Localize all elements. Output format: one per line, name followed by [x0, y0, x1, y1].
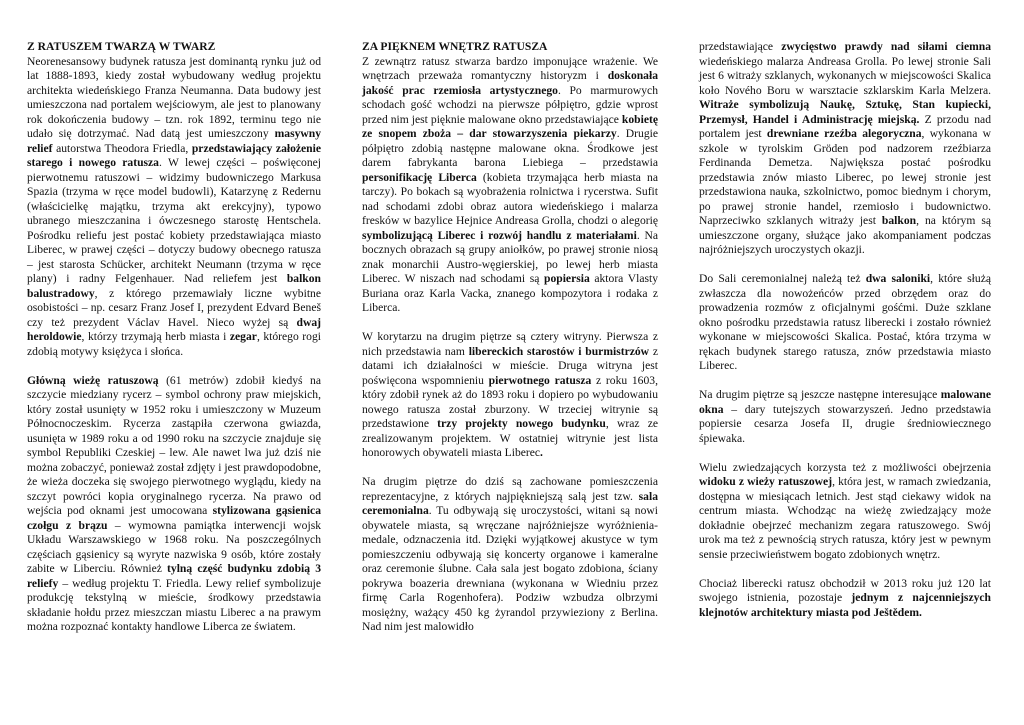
emphasized-text: widoku z wieży ratuszowej — [699, 475, 833, 488]
emphasized-text: drewniane rzeźba alegoryczna — [766, 127, 922, 140]
paragraph-painted-windows — [699, 388, 991, 446]
text-run: . Na bocznych obrazach są grupy aniołków, po prawej stronie niosą znak monarchii Austro-węgierskiej, po lewej herb miasta Liberec. W niszach nad schodami są — [362, 228, 658, 285]
text-run: Chociaż liberecki ratusz obchodził w 2013 roku już 120 lat swojego istnienia, pozostaje — [699, 576, 991, 604]
paragraph-tower-view — [699, 461, 991, 563]
paragraph-salons — [699, 272, 991, 374]
emphasized-text: popiersia — [544, 272, 590, 285]
column-left — [27, 40, 321, 635]
emphasized-text: zegar — [229, 330, 257, 343]
emphasized-text: balkon balustradowy — [27, 272, 321, 300]
emphasized-text: stylizowana gąsienica czołgu z brązu — [27, 504, 321, 532]
text-run: – według projektu T. Friedla. Lewy relief symbolizuje produkcję tekstylną w mieście, środkowy przedstawia składanie hołdu przez mieszczan miastu Liberec a na prawym można rozpoznać kontakty handlowe Liberca ze światem. — [27, 576, 321, 633]
text-run: . Po marmurowych schodach gość wchodzi na pierwsze półpiętro, gdzie wprost przed nim jest pięknie malowane okno przedstawiające — [362, 83, 658, 126]
text-run: Wielu zwiedzających korzysta też z możliwości obejrzenia — [699, 460, 991, 474]
emphasized-text: masywny relief — [27, 127, 321, 155]
text-run: Z zewnątrz ratusz stwarza bardzo imponujące wrażenie. We wnętrzach przeważa romantyczny historyzm i — [362, 54, 658, 82]
text-run: , z którego przemawiały liczne wybitne osobistości – np. cesarz Franz Josef I, prezydent Edvard Beneš czy też prezydent Václav Havel. Nieco wyżej są — [27, 286, 321, 329]
emphasized-text: kobietę ze snopem zboża – dar stowarzyszenia piekarzy — [362, 112, 658, 140]
text-run: – dary tutejszych stowarzyszeń. Jedno przedstawia popiersie cesarza Josefa II, drugie średniowiecznego śpiewaka. — [699, 402, 991, 445]
column-right — [699, 40, 991, 620]
section-heading-town-hall-face: Z RATUSZEM TWARZĄ W TWARZ — [27, 40, 216, 53]
emphasized-text: dwaj heroldowie — [27, 315, 321, 343]
text-run: Neorenesansowy budynek ratusza jest dominantą rynku już od lat 1888-1893, kiedy został wybudowany według projektu architekta wiedeńskiego Franza Neumanna. Data budowy jest umieszczona nad portalem wejściowym, ale jest to planowany rok dokończenia budowy – tzn. rok 1892, terminu tego nie udało się dotrzymać. Nad datą jest umieszczony — [27, 54, 321, 140]
emphasized-text: personifikację Liberca — [362, 170, 477, 184]
paragraph-corridor-showcases — [362, 330, 658, 461]
emphasized-text: przedstawiający założenie starego i nowego ratusza — [27, 141, 321, 169]
paragraph-facade-relief — [27, 55, 321, 360]
text-run: , którego rogi zdobią motywy księżyca i słońca. — [27, 330, 321, 358]
paragraph-main-tower — [27, 374, 321, 635]
text-run: , na którym są umieszczone organy, służące jako akompaniament podczas najróżniejszych uroczystych okazji. — [699, 214, 991, 256]
emphasized-text: doskonała jakość prac rzemiosła artystycznego — [362, 69, 658, 97]
text-run: , wraz ze zrealizowanym projektem. W ostatniej witrynie jest lista honorowych obywateli miasta Liberec — [362, 417, 659, 459]
text-run: z datami ich działalności w mieście. Druga witryna jest poświęcona wspomnieniu — [362, 344, 658, 387]
text-run: , które służą zwłaszcza dla nowożeńców przed obrzędem oraz do prowadzenia rozmów z oficjalnymi gośćmi. Duże szklane okno pośrodku przedstawia ratusz liberecki i zostało również wykonane w miejscowości Skalica. Postać, która trzyma w rękach budynek starego ratusza, znów przedstawia miasto Liberec. — [699, 272, 991, 372]
emphasized-text: malowane okna — [699, 388, 991, 416]
paragraph-stained-glass — [699, 40, 991, 258]
paragraph-conclusion — [699, 577, 991, 621]
text-run: przedstawiające — [699, 40, 782, 53]
text-run: Do Sali ceremonialnej należą też — [699, 272, 866, 285]
text-run: W korytarzu na drugim piętrze są cztery witryny. Pierwsza z nich przedstawia nam — [362, 330, 658, 358]
emphasized-text: libereckich starostów i burmistrzów — [468, 344, 650, 358]
emphasized-text: zwycięstwo prawdy nad siłami ciemna — [781, 40, 992, 53]
emphasized-text: symbolizującą Liberec i rozwój handlu z materiałami — [362, 228, 637, 242]
emphasized-text: tylną część budynku zdobią 3 reliefy — [27, 562, 322, 590]
emphasized-text: . — [540, 446, 543, 459]
text-run: . Drugie półpiętro zdobią następne malowane okna. Środkowe jest darem fabrykanta barona Liebiega – przedstawia — [362, 127, 658, 169]
text-run: . W lewej części – poświęconej pierwotnemu ratuszowi – widzimy budowniczego Markusa Spazia (trzyma w ręce model budowli), Katarzynę z Redernu (właścicielkę majątku, trzyma akt erekcyjny), typowo ubranego mieszczanina i ówczesnego starostę Hentschela. Pośrodku reliefu jest postać kobiety przedstawiająca miasto Liberec, w prawej części – dotyczy budowy obecnego ratusza – jest starosta Schücker, architekt Neumann (trzyma w ręce plany) i radny Felgenhauer. Nad reliefem jest — [27, 156, 321, 285]
emphasized-text: trzy projekty nowego budynku — [437, 417, 606, 430]
emphasized-text: Główną wieżę ratuszową — [27, 373, 159, 387]
text-run: autorstwa Theodora Friedla, — [52, 141, 192, 155]
text-run: (61 metrów) zdobił kiedyś na szczycie miedziany rycerz – symbol ochrony praw miejskich, który został usunięty w 1952 roku i umieszczony w Muzeum Północnoczeskim. Rycerza zastąpiła czerwona gwiazda, usunięta w 1989 roku a od 1990 roku na szczycie znajduje się symbol Republiki Czeskiej – lew. Ale nawet lwa już dziś nie można zobaczyć, ponieważ został zdjęty i jest prawdopodobne, że wieża doczeka się swojego pierwotnego wyglądu, kiedy na szczyt powróci kopia oryginalnego rycerza. Na prawo od wejścia pod oknami jest umocowana — [27, 373, 321, 517]
text-run: Z przodu nad portalem jest — [699, 112, 991, 140]
emphasized-text: jednym z najcenniejszych klejnotów architektury miasta pod Ještědem. — [699, 591, 991, 619]
paragraph-staircase-windows — [362, 55, 658, 316]
text-run: wiedeńskiego malarza Andreasa Grolla. Po lewej stronie Sali jest 6 witraży szklanych, wykonanych w miejscowości Skalica koło Nového Boru w warsztacie szklarskim Karla Melzera. — [699, 54, 991, 97]
text-run: , którzy trzymają herb miasta i — [81, 330, 230, 343]
section-heading-interiors: ZA PIĘKNEM WNĘTRZ RATUSZA — [362, 40, 548, 53]
emphasized-text: Witraże symbolizują Naukę, Sztukę, Stan kupiecki, Przemysł, Handel i Administrację miejską. — [699, 98, 991, 126]
emphasized-text: dwa saloniki — [865, 272, 931, 285]
text-run: z roku 1603, który zdobił rynek aż do 1893 roku i dopiero po wybudowaniu nowego ratusza został zburzony. W trzeciej witrynie są przedstawione — [362, 373, 658, 430]
text-run: (kobieta trzymająca herb miasta na tarczy). Po bokach są wyobrażenia rolnictwa i rycerstwa. Sufit nad schodami zdobi obraz autora wiedeńskiego i malarza fresków w bazylice Hejnice Andreasa Grolla, chodzi o alegorię — [362, 170, 658, 227]
column-middle — [362, 40, 658, 635]
text-run: Na drugim piętrze są jeszcze następne interesujące — [699, 388, 941, 401]
paragraph-ceremonial-hall — [362, 475, 658, 635]
emphasized-text: pierwotnego ratusza — [488, 373, 592, 387]
text-run: aktora Vlasty Buriana oraz Karla Vacka, znanego kompozytora i rodaka z Liberca. — [362, 272, 658, 314]
emphasized-text: sala ceremonialna — [362, 489, 658, 517]
text-run: , wykonana w szkole w tyrolskim Gröden pod nadzorem rzeźbiarza Ferdinanda Demetza. Największa postać pośrodku przedstawia znów miasto Liberec, po lewej stronie jest przedstawiona nauka, szkolnictwo, pomoc biednym i chorym, po prawej stronie handel, rzemiosło i budownictwo. Naprzeciwko szklanych witraży jest — [699, 127, 991, 227]
emphasized-text: balkon — [881, 214, 917, 227]
text-run: – wymowna pamiątka interwencji wojsk Układu Warszawskiego w 1968 roku. Na poszczególnych częściach gąsienicy są wyryte nazwiska 9 osób, które zostały zabite w Liberciu. Również — [27, 518, 322, 575]
text-run: Na drugim piętrze do dziś są zachowane pomieszczenia reprezentacyjne, z których najpiękniejszą salą jest tzw. — [362, 475, 658, 503]
text-run: . Tu odbywają się uroczystości, witani są nowi obywatele miasta, są wręczane najróżniejsze wyróżnienia-medale, odznaczenia itd. Dzięki wyjątkowej akustyce w tym pomieszczeniu odbywają się koncerty organowe i kameralne oraz ceremonie ślubne. Cała sala jest bogato zdobiona, ściany pokrywa boazeria drewniana (wykonana w Wiedniu przez firmę Carla Rogenhofera). Podziw wzbudza olbrzymi mosiężny, ważący 450 kg żyrandol przywieziony z Berlina. Nad nim jest malowidło — [362, 504, 658, 633]
text-run: , która jest, w ramach zwiedzania, dostępna w miesiącach letnich. Jest stąd ciekawy widok na centrum miasta. Wchodząc na wieżę zwiedzający może dokładnie obejrzeć mechanizm zegara ratuszowego. Swój urok ma też z pewnością strych ratusza, który jest w pewnym sensie przeciwieństwem bogato zdobionych wnętrz. — [699, 475, 992, 561]
